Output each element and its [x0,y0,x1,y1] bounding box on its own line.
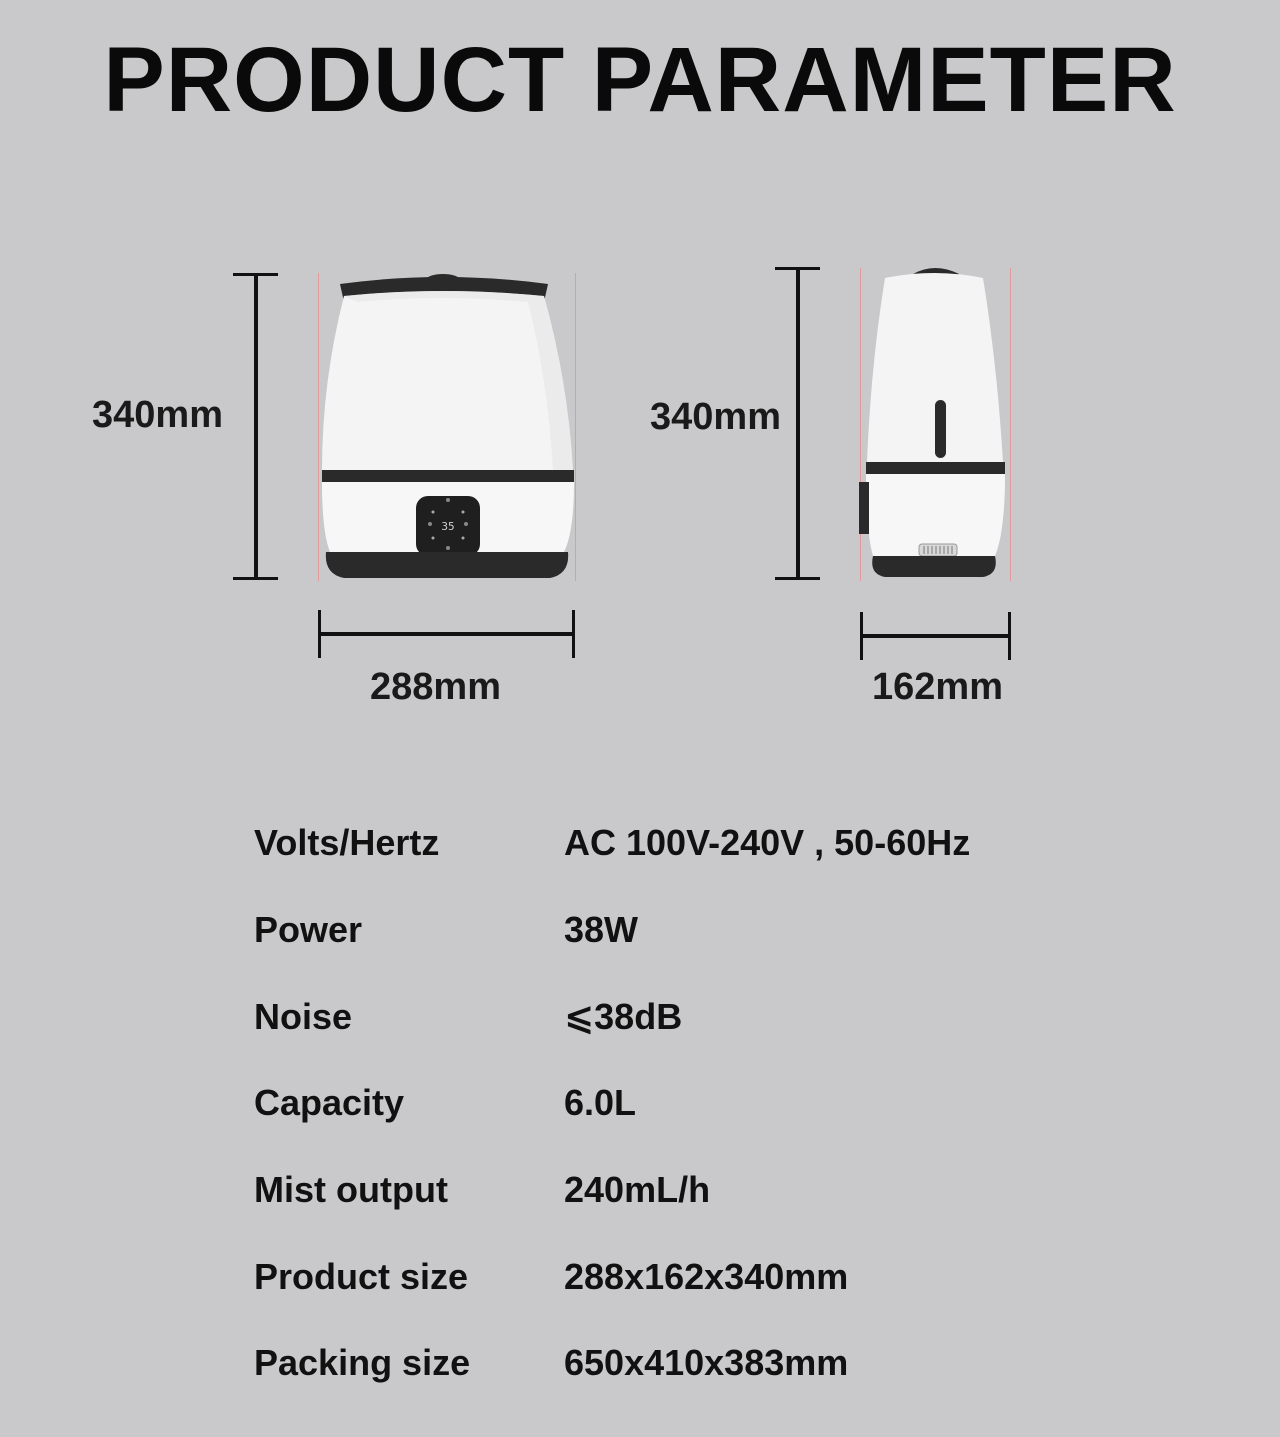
spec-key: Product size [254,1255,469,1297]
front-width-bar [318,632,575,636]
spec-table [254,800,1154,1407]
spec-value: AC 100V-240V , 50-60Hz [564,822,971,864]
side-height-bar [796,267,800,580]
humidifier-front-image [318,272,576,584]
spec-key: Packing size [254,1342,471,1384]
spec-value: 288x162x340mm [564,1255,849,1297]
spec-row-mist-output [254,1147,1154,1234]
front-height-tick-bottom [233,577,278,580]
front-height-label: 340mm [92,394,223,436]
spec-value: 38W [564,909,639,951]
humidifier-side-image [855,264,1015,582]
page-title: PRODUCT PARAMETER [103,29,1177,131]
spec-key: Mist output [254,1169,448,1211]
spec-key: Noise [254,995,353,1037]
side-height-tick-bottom [775,577,820,580]
display-reading: 35 [441,520,455,533]
spec-value: 650x410x383mm [564,1342,849,1384]
spec-row-packing-size [254,1320,1154,1407]
spec-value: 6.0L [564,1082,637,1124]
front-width-tick-right [572,610,575,658]
side-height-label: 340mm [650,396,781,438]
spec-key: Power [254,909,363,951]
spec-value: 240mL/h [564,1169,711,1211]
side-depth-label: 162mm [872,666,1003,708]
spec-value: ⩽38dB [564,995,683,1037]
spec-row-noise [254,973,1154,1060]
side-depth-tick-right [1008,612,1011,660]
spec-key: Volts/Hertz [254,822,440,864]
front-width-label: 288mm [370,666,501,708]
spec-key: Capacity [254,1082,405,1124]
spec-row-power [254,887,1154,974]
spec-row-product-size [254,1233,1154,1320]
spec-row-volts-hertz [254,800,1154,887]
spec-row-capacity [254,1060,1154,1147]
front-height-bar [254,273,258,580]
side-depth-bar [860,634,1011,638]
